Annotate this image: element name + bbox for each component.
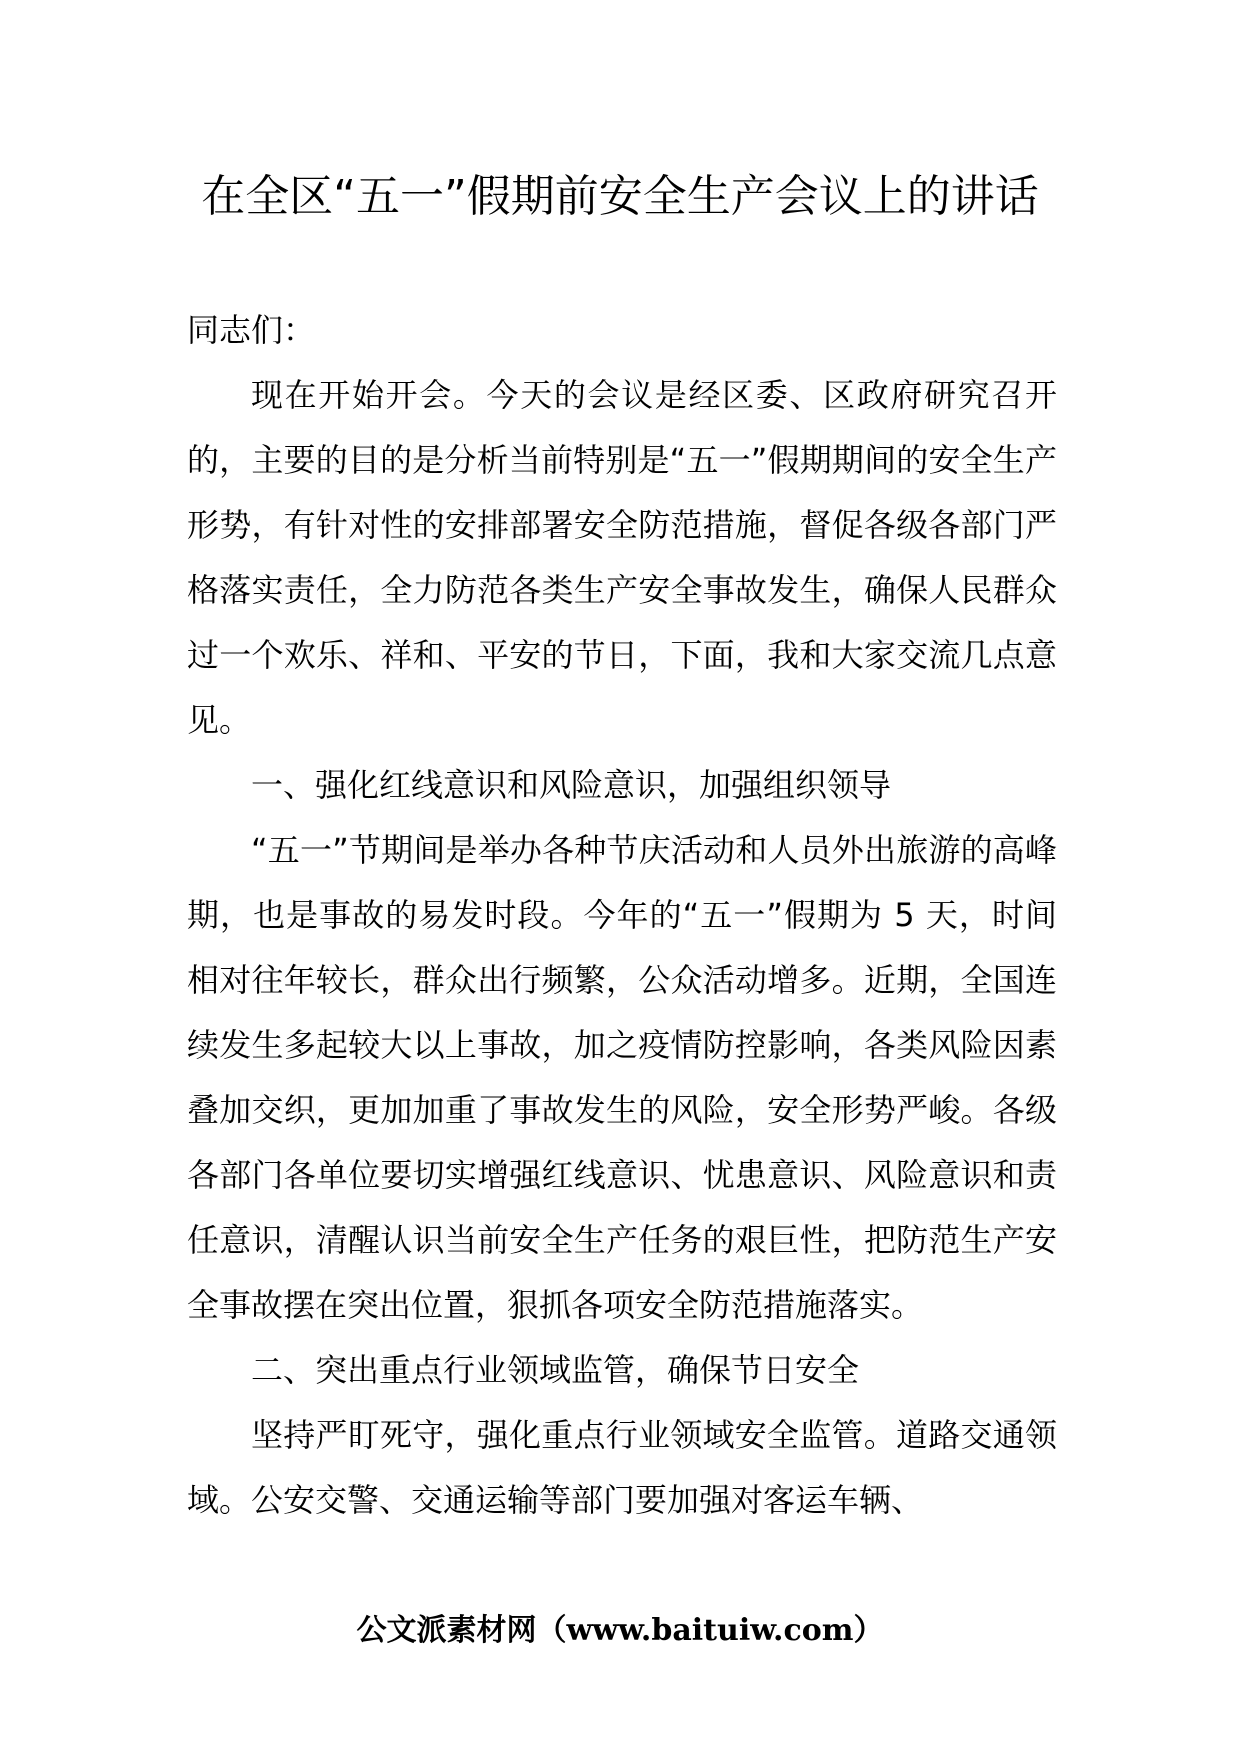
footer-watermark: 公文派素材网（www.baituiw.com） <box>356 1613 884 1648</box>
section-heading-2: 二、突出重点行业领域监管，确保节日安全 <box>251 1351 860 1389</box>
document-body <box>187 298 1057 1533</box>
document-title: 在全区“五一”假期前安全生产会议上的讲话 <box>201 171 1039 222</box>
section-heading-1: 一、强化红线意识和风险意识，加强组织领导 <box>251 766 892 804</box>
paragraph-section-2: 坚持严盯死守，强化重点行业领域安全监管。道路交通领域。公安交警、交通运输等部门要加强对客运车辆、 <box>187 1416 1057 1519</box>
paragraph-intro: 现在开始开会。今天的会议是经区委、区政府研究召开的，主要的目的是分析当前特别是“五一”假期期间的安全生产形势，有针对性的安排部署安全防范措施，督促各级各部门严格落实责任，全力防范各类生产安全事故发生，确保人民群众过一个欢乐、祥和、平安的节日，下面，我和大家交流几点意见。 <box>187 376 1057 739</box>
paragraph-section-1: “五一”节期间是举办各种节庆活动和人员外出旅游的高峰期，也是事故的易发时段。今年的“五一”假期为 5 天，时间相对往年较长，群众出行频繁，公众活动增多。近期，全国连续发生多起较大以上事故，加之疫情防控影响，各类风险因素叠加交织，更加加重了事故发生的风险，安全形势严峻。各级各部门各单位要切实增强红线意识、忧患意识、风险意识和责任意识，清醒认识当前安全生产任务的艰巨性，把防范生产安全事故摆在突出位置，狠抓各项安全防范措施落实。 <box>187 831 1057 1324</box>
greeting: 同志们： <box>187 311 316 349</box>
